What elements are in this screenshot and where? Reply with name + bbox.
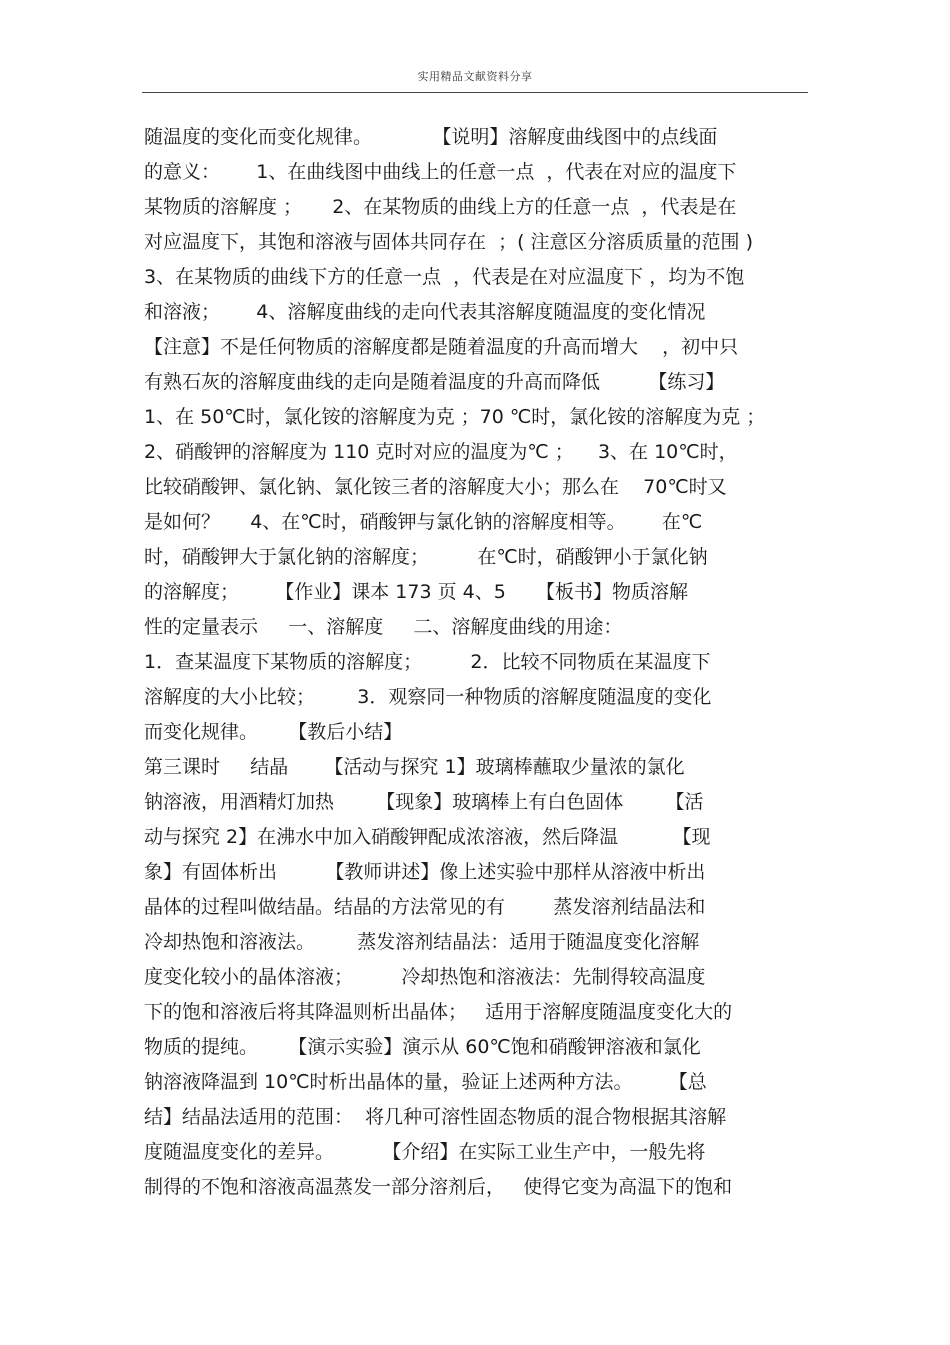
header-divider [142, 92, 808, 93]
text-line: 性的定量表示 一、溶解度 二、溶解度曲线的用途： [144, 616, 623, 638]
text-line: 的溶解度； 【作业】课本 173 页 4、5 【板书】物质溶解 [144, 581, 688, 603]
text-line: 结】结晶法适用的范围： 将几种可溶性固态物质的混合物根据其溶解 [144, 1106, 727, 1128]
text-line: 随温度的变化而变化规律。 【说明】溶解度曲线图中的点线面 [144, 126, 718, 148]
text-line: 1、在 50℃时，氯化铵的溶解度为克 ；70 ℃时，氯化铵的溶解度为克 ； [144, 406, 766, 428]
text-line: 有熟石灰的溶解度曲线的走向是随着温度的升高而降低 【练习】 [144, 371, 725, 393]
text-line: 象】有固体析出 【教师讲述】像上述实验中那样从溶液中析出 [144, 861, 706, 883]
text-line: 1．查某温度下某物质的溶解度； 2．比较不同物质在某温度下 [144, 651, 711, 673]
page-header-title: 实用精品文献资料分享 [417, 70, 533, 83]
text-line: 【注意】不是任何物质的溶解度都是随着温度的升高而增大 ，初中只 [144, 336, 739, 358]
text-line: 和溶液； 4、溶解度曲线的走向代表其溶解度随温度的变化情况 [144, 301, 706, 323]
text-line: 钠溶液，用酒精灯加热 【现象】玻璃棒上有白色固体 【活 [144, 791, 704, 813]
text-line: 制得的不饱和溶液高温蒸发一部分溶剂后， 使得它变为高温下的饱和 [144, 1176, 733, 1198]
text-line: 钠溶液降温到 10℃时析出晶体的量，验证上述两种方法。 【总 [144, 1071, 707, 1093]
text-line: 2、硝酸钾的溶解度为 110 克时对应的温度为℃ ； 3、在 10℃时， [144, 441, 738, 463]
text-line: 3、在某物质的曲线下方的任意一点 ，代表是在对应温度下 ，均为不饱 [144, 266, 745, 288]
text-line: 的意义： 1、在曲线图中曲线上的任意一点 ，代表在对应的温度下 [144, 161, 737, 183]
text-line: 溶解度的大小比较； 3．观察同一种物质的溶解度随温度的变化 [144, 686, 712, 708]
text-line: 物质的提纯。 【演示实验】演示从 60℃饱和硝酸钾溶液和氯化 [144, 1036, 701, 1058]
text-line: 度变化较小的晶体溶液； 冷却热饱和溶液法：先制得较高温度 [144, 966, 706, 988]
text-line: 下的饱和溶液后将其降温则析出晶体； 适用于溶解度随温度变化大的 [144, 1001, 733, 1023]
text-line: 比较硝酸钾、氯化钠、氯化铵三者的溶解度大小；那么在 70℃时又 [144, 476, 727, 498]
text-line: 动与探究 2】在沸水中加入硝酸钾配成浓溶液，然后降温 【现 [144, 826, 711, 848]
document-body [144, 120, 809, 1205]
text-line: 是如何？ 4、在℃时，硝酸钾与氯化钠的溶解度相等。 在℃ [144, 511, 703, 533]
text-line: 某物质的溶解度 ； 2、在某物质的曲线上方的任意一点 ，代表是在 [144, 196, 737, 218]
text-line: 第三课时 结晶 【活动与探究 1】玻璃棒蘸取少量浓的氯化 [144, 756, 685, 778]
text-line: 时，硝酸钾大于氯化钠的溶解度； 在℃时，硝酸钾小于氯化钠 [144, 546, 708, 568]
text-line: 而变化规律。 【教后小结】 [144, 721, 403, 743]
text-line: 冷却热饱和溶液法。 蒸发溶剂结晶法：适用于随温度变化溶解 [144, 931, 700, 953]
text-line: 对应温度下，其饱和溶液与固体共同存在 ；( 注意区分溶质质量的范围 ) [144, 231, 753, 253]
text-line: 晶体的过程叫做结晶。结晶的方法常见的有 蒸发溶剂结晶法和 [144, 896, 706, 918]
text-line: 度随温度变化的差异。 【介绍】在实际工业生产中，一般先将 [144, 1141, 706, 1163]
